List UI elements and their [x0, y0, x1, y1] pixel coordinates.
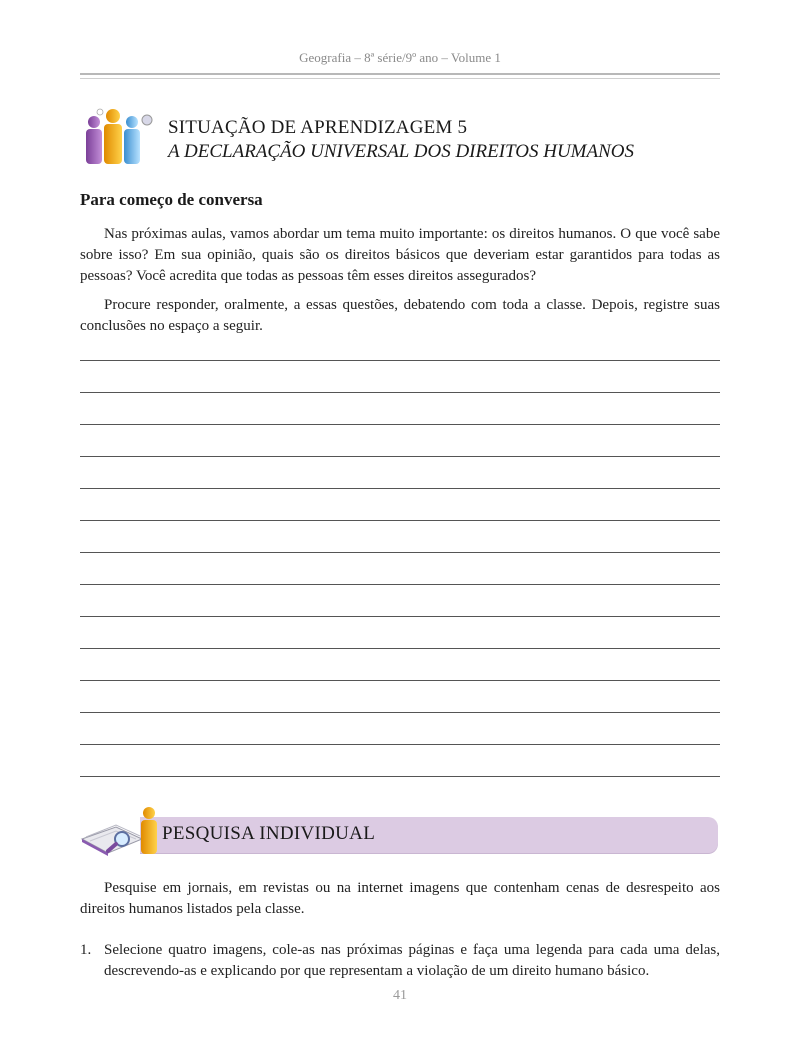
list-item	[80, 940, 720, 982]
people-group-icon	[80, 106, 156, 166]
answer-line[interactable]	[80, 489, 720, 521]
answer-line[interactable]	[80, 425, 720, 457]
answer-line[interactable]	[80, 745, 720, 777]
answer-line[interactable]	[80, 713, 720, 745]
answer-line[interactable]	[80, 649, 720, 681]
intro-paragraph-2: Procure responder, oralmente, a essas questões, debatendo com toda a classe. Depois, registre suas conclusões no espaço a seguir.	[80, 297, 720, 334]
answer-line[interactable]	[80, 457, 720, 489]
lesson-title	[168, 116, 634, 164]
lesson-title-prefix: A	[168, 141, 185, 162]
answer-lines[interactable]	[80, 360, 720, 777]
lesson-title-line1: SITUAÇÃO DE APRENDIZAGEM 5	[168, 117, 468, 138]
answer-line[interactable]	[80, 617, 720, 649]
lesson-title-italic: DECLARAÇÃO UNIVERSAL DOS DIREITOS HUMANOS	[184, 141, 635, 162]
answer-line[interactable]	[80, 361, 720, 393]
answer-line[interactable]	[80, 521, 720, 553]
intro-paragraph-1: Nas próximas aulas, vamos abordar um tema muito importante: os direitos humanos. O que você sabe sobre isso? Em sua opinião, quais são os direitos básicos que deveriam estar garantidos para todas as pessoas? Você acredita que todas as pessoas têm esses direitos assegurados?	[80, 226, 720, 284]
book-magnifier-icon	[80, 805, 162, 857]
list-item-text: Selecione quatro imagens, cole-as nas próximas páginas e faça uma legenda para cada uma delas, descrevendo-as e explicando por que representam a violação de um direito humano básico.	[104, 942, 720, 979]
answer-line[interactable]	[80, 553, 720, 585]
intro-heading: Para começo de conversa	[80, 190, 263, 209]
running-header: Geografia – 8ª série/9º ano – Volume 1	[299, 50, 501, 65]
answer-line[interactable]	[80, 585, 720, 617]
answer-line[interactable]	[80, 681, 720, 713]
header-rule	[80, 73, 720, 79]
section-title: PESQUISA INDIVIDUAL	[162, 823, 376, 844]
page-number: 41	[393, 988, 407, 1003]
list-item-number: 1.	[80, 942, 92, 958]
section-paragraph: Pesquise em jornais, em revistas ou na internet imagens que contenham cenas de desrespeito aos direitos humanos listados pela classe.	[80, 880, 720, 917]
lesson-title-line2	[168, 140, 634, 164]
answer-line[interactable]	[80, 393, 720, 425]
